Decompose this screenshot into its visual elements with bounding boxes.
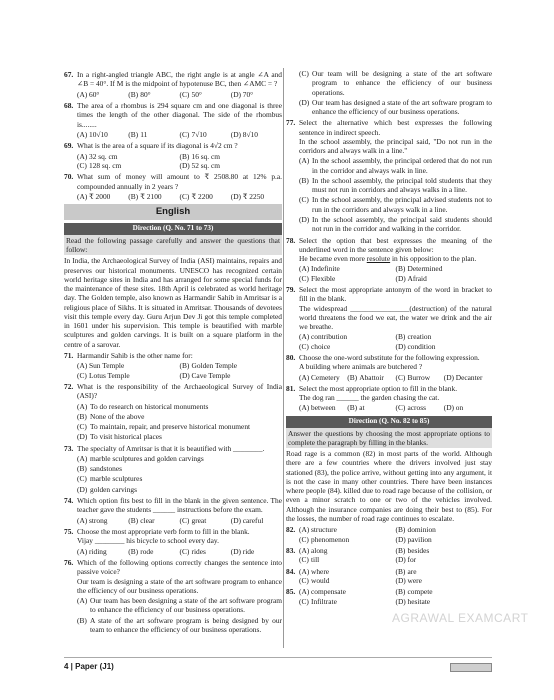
option-a[interactable]: (A) contribution: [299, 332, 348, 342]
options-80: [299, 373, 492, 382]
question-text: Select the alternative which best expresses the following sentence in indirect speech.: [299, 118, 492, 137]
option-c[interactable]: (C) rides: [179, 546, 206, 556]
option-c[interactable]: (C) phenomenon: [299, 534, 350, 544]
option-c[interactable]: (C) Flexible: [299, 273, 336, 283]
option-b[interactable]: (B) None of the above: [77, 411, 145, 421]
option-d[interactable]: (D) for: [395, 555, 417, 565]
publisher-stamp-icon: [450, 663, 492, 672]
option-d[interactable]: (D) ride: [230, 546, 255, 556]
option-b[interactable]: (B) 11: [128, 129, 148, 139]
option-a[interactable]: (A) In the school assembly, the principal ordered that do not run in the corridor and always walk in line.: [299, 156, 492, 175]
question-text: What is the area of a square if its diagonal is 4√2 cm ?: [77, 141, 238, 151]
option-b[interactable]: (B) Abattoir: [347, 372, 384, 382]
question-number: 81.: [286, 383, 296, 393]
option-c[interactable]: (C) Our team will be designing a state of the art software program to enhance the efficiency of our business operations.: [299, 69, 492, 97]
option-d[interactable]: (D) on: [443, 403, 464, 413]
option-d[interactable]: (D) To visit historical places: [77, 432, 162, 442]
option-d[interactable]: (D) 70°: [230, 89, 254, 99]
question-75: [64, 527, 282, 536]
page-number-label: 4 | Paper (J1): [64, 662, 114, 671]
options-68: [77, 130, 282, 139]
question-sentence: The widespread ________________(destruction) of the natural world threatens the food we eat, the water we drink and the air we breathe.: [299, 303, 492, 332]
option-b[interactable]: (B) In the school assembly, the principal told students that they must not run in corridors and always walks in a line.: [299, 175, 492, 195]
question-text: The area of a rhombus is 294 square cm and one diagonal is three times the length of the other diagonal. The side of the rhombus is........: [77, 101, 282, 129]
direction-text: Read the following passage carefully and answer the questions that follow:: [66, 235, 280, 255]
option-c[interactable]: (C) To maintain, repair, and preserve historical monument: [77, 422, 251, 431]
question-number: 78.: [286, 235, 296, 245]
question-sentence: Vijay ________ his bicycle to school every day.: [77, 536, 219, 546]
question-number: 69.: [64, 141, 74, 151]
left-column: [64, 68, 282, 634]
option-a[interactable]: (A) 60°: [77, 89, 100, 99]
option-d[interactable]: (D) In the school assembly, the principal said students should not run in the corridor and walking in the corridor.: [299, 214, 492, 234]
option-b[interactable]: (B) are: [395, 566, 417, 576]
question-text: Which option fits best to fill in the blank in the given sentence. The teacher gave the students ______ instructions before the exam.: [77, 496, 282, 515]
watermark: AGRAWAL EXAMCART: [392, 611, 529, 625]
option-c[interactable]: (C) Lotus Temple: [77, 370, 130, 380]
option-b[interactable]: (B) rode: [128, 546, 154, 556]
question-text: Which of the following options correctly changes the sentence into passive voice?: [77, 558, 282, 577]
question-text: The specialty of Amritsar is that it is beautified with ________.: [77, 443, 265, 453]
option-a[interactable]: (A) compensate: [299, 587, 346, 597]
option-d[interactable]: (D) were: [395, 576, 422, 585]
option-d[interactable]: (D) condition: [395, 341, 436, 351]
question-73: [64, 444, 282, 453]
option-c[interactable]: (C) Burrow: [395, 372, 431, 382]
question-text: Choose the most appropriate verb form to fill in the blank.: [77, 527, 250, 537]
option-c[interactable]: (C) 50°: [179, 89, 202, 99]
option-a[interactable]: (A) structure: [299, 525, 337, 535]
page-footer: [64, 657, 492, 674]
question-sentence: He became even more resolute in his opposition to the plan.: [299, 254, 477, 264]
options-71: [77, 361, 282, 380]
option-b[interactable]: (B) clear: [128, 515, 155, 525]
question-77: [286, 118, 492, 137]
question-84: [286, 567, 492, 586]
question-sentence: In the school assembly, the principal said, "Do not run in the corridors and always walk in a line.": [299, 136, 492, 156]
option-d[interactable]: (D) pavilion: [395, 534, 432, 544]
question-number: 76.: [64, 558, 74, 567]
question-text: What sum of money will amount to ₹ 2508.80 at 12% p.a. compounded annually in 2 years ?: [77, 172, 282, 191]
option-c[interactable]: (C) choice: [299, 341, 331, 351]
question-text: In a right-angled triangle ABC, the right angle is at angle ∠A and ∠B = 40°. If M is the midpoint of hypotenuse BC, then ∠AMC = ?: [77, 70, 282, 89]
options-74: [77, 516, 282, 525]
option-b[interactable]: (B) at: [347, 403, 365, 413]
options-85: [299, 587, 492, 606]
option-a[interactable]: (A) along: [299, 546, 328, 556]
option-a[interactable]: (A) marble sculptures and golden carvings: [77, 453, 204, 463]
options-67: [77, 90, 282, 99]
question-text: Select the most appropriate antonym of the word in bracket to fill in the blank.: [299, 285, 492, 304]
option-a[interactable]: (A) Sun Temple: [77, 361, 125, 371]
question-number: 77.: [286, 118, 296, 128]
option-c[interactable]: (C) Infiltrate: [299, 596, 337, 606]
question-number: 80.: [286, 353, 296, 362]
option-a[interactable]: (A) To do research on historical monuments: [77, 401, 209, 411]
question-68: [64, 101, 282, 129]
section-title-english: English: [64, 204, 282, 220]
question-79: [286, 285, 492, 304]
option-b[interactable]: (B) sandstones: [77, 464, 123, 474]
option-d[interactable]: (D) 8√10: [230, 129, 258, 139]
options-75: [77, 547, 282, 556]
options-84: [299, 567, 492, 586]
option-d[interactable]: (D) Cave Temple: [179, 370, 231, 380]
question-76: [64, 558, 282, 577]
option-a[interactable]: (A) where: [299, 566, 330, 576]
question-text: What is the responsibility of the Archaeological Survey of India (ASI)?: [77, 382, 282, 401]
question-sentence: Our team is designing a state of the art software program to enhance the efficiency of our business operations.: [77, 576, 282, 595]
option-c[interactable]: (C) 128 sq. cm: [77, 160, 122, 170]
question-number: 85.: [286, 587, 296, 597]
option-c[interactable]: (C) 7√10: [179, 129, 207, 139]
question-83: [286, 546, 492, 565]
option-a[interactable]: (A) 32 sq. cm: [77, 151, 118, 161]
option-a[interactable]: (A) Indefinite: [299, 264, 340, 274]
option-b[interactable]: (B) besides: [395, 546, 430, 556]
option-a[interactable]: (A) Cemetery: [299, 372, 340, 382]
question-text: Select the option that best expresses the meaning of the underlined word in the sentence given below:: [299, 235, 492, 254]
option-c[interactable]: (C) till: [299, 555, 320, 565]
cloze-passage: Road rage is a common (82) in most parts of the world. Although there are a few countries where the drivers involved just stay stationed (83), the police arrive, without getting into any argument, it is not the case in many other countries. There have been instances where people (84). killed due to road rage because of the collision, or even a minor scratch to one or two of the vehicles involved. Although the insurance companies are doing their best to (85). For the losses, the number of road rage continues to escalate.: [286, 449, 492, 523]
option-b[interactable]: (B) A state of the art software program is being designed by our team to enhance the efficiency of our business operations.: [77, 615, 282, 634]
options-81: [299, 403, 492, 412]
question-number: 71.: [64, 351, 74, 361]
option-b[interactable]: (B) 16 sq. cm: [179, 151, 221, 161]
options-69: [77, 152, 282, 171]
question-69: [64, 141, 282, 150]
option-c[interactable]: (C) across: [395, 403, 426, 413]
question-85: [286, 587, 492, 606]
direction-heading: Direction (Q. No. 82 to 85): [286, 416, 492, 428]
question-number: 83.: [286, 546, 296, 556]
right-column: [286, 68, 492, 606]
option-d[interactable]: (D) 52 sq. cm: [179, 160, 221, 170]
options-70: [77, 192, 282, 201]
options-83: [299, 546, 492, 565]
question-74: [64, 496, 282, 515]
question-number: 72.: [64, 382, 74, 391]
options-78: [299, 264, 492, 283]
option-b[interactable]: (B) compete: [395, 587, 433, 597]
option-c[interactable]: (C) marble sculptures: [77, 474, 143, 484]
option-b[interactable]: (B) Golden Temple: [179, 361, 238, 371]
question-number: 74.: [64, 496, 74, 506]
question-67: [64, 70, 282, 89]
options-82: [299, 525, 492, 544]
option-b[interactable]: (B) ₹ 2100: [128, 191, 162, 201]
option-d[interactable]: (D) Decanter: [443, 372, 483, 382]
option-a[interactable]: (A) 10√10: [77, 129, 108, 139]
option-a[interactable]: (A) Our team has been designing a state of the art software program to enhance the efficiency of our business operations.: [77, 596, 282, 615]
question-number: 84.: [286, 566, 296, 576]
question-sentence: A building where animals are butchered ?: [299, 362, 423, 372]
option-b[interactable]: (B) 80°: [128, 89, 151, 99]
option-b[interactable]: (B) Determined: [395, 264, 443, 274]
direction-heading: Direction (Q. No. 71 to 73): [64, 223, 282, 235]
option-c[interactable]: (C) In the school assembly, the principal advised students not to run in the corridors and always walk in a line.: [299, 195, 492, 214]
option-a[interactable]: (A) between: [299, 403, 336, 413]
option-c[interactable]: (C) would: [299, 576, 330, 585]
option-b[interactable]: (B) creation: [395, 332, 432, 342]
column-divider: [283, 68, 284, 648]
question-number: 79.: [286, 285, 296, 295]
question-82: [286, 525, 492, 544]
option-b[interactable]: (B) dominion: [395, 525, 436, 535]
question-81: [286, 384, 492, 393]
question-number: 75.: [64, 527, 74, 537]
option-c[interactable]: (C) ₹ 2200: [179, 191, 213, 201]
options-79: [299, 332, 492, 351]
question-sentence: The dog ran ______ the garden chasing the cat.: [299, 393, 440, 403]
reading-passage: In India, the Archaeological Survey of India (ASI) maintains, repairs and preserves our historical monuments. UNESCO has recognized certain world heritage sites in India and has arranged for some special funds for the maintenance of these sites. 18th April is celebrated as world heritage day. The Golden temple, also known as Harmandir Sahib in Amritsar is a religious place of Sikhs. It is situated in Amritsar. Thousands of devotees visit this temple every day. Guru Arjun Dev Ji got this temple completed in 1601 under his supervision. This temple is beautified with marble sculptures and golden carvings. It is built on a square platform in the centre of a sarovar.: [64, 256, 282, 349]
question-72: [64, 382, 282, 401]
option-d[interactable]: (D) careful: [230, 515, 264, 525]
option-d[interactable]: (D) golden carvings: [77, 484, 137, 494]
question-number: 82.: [286, 525, 296, 535]
question-80: [286, 353, 492, 362]
option-d[interactable]: (D) Our team has designed a state of the art software program to enhance the efficiency of our business operations.: [299, 97, 492, 116]
question-text: Choose the one-word substitute for the following expression.: [299, 353, 480, 362]
direction-text: Answer the questions by choosing the most appropriate options to complete the paragraph by filling in the blanks.: [288, 428, 490, 447]
question-70: [64, 172, 282, 191]
underlined-word: resolute: [366, 254, 391, 264]
question-number: 68.: [64, 101, 74, 111]
option-a[interactable]: (A) riding: [77, 546, 107, 556]
question-number: 67.: [64, 70, 74, 80]
option-a[interactable]: (A) strong: [77, 515, 108, 525]
option-d[interactable]: (D) ₹ 2250: [230, 191, 265, 201]
question-text: Select the most appropriate option to fill in the blank.: [299, 383, 458, 393]
option-d[interactable]: (D) hesitate: [395, 596, 431, 606]
option-d[interactable]: (D) Afraid: [395, 273, 427, 283]
question-text: Harmandir Sahib is the other name for:: [77, 351, 193, 361]
option-c[interactable]: (C) great: [179, 515, 207, 525]
question-number: 73.: [64, 443, 74, 453]
question-number: 70.: [64, 172, 74, 182]
question-71: [64, 351, 282, 360]
option-a[interactable]: (A) ₹ 2000: [77, 191, 111, 201]
question-78: [286, 236, 492, 255]
